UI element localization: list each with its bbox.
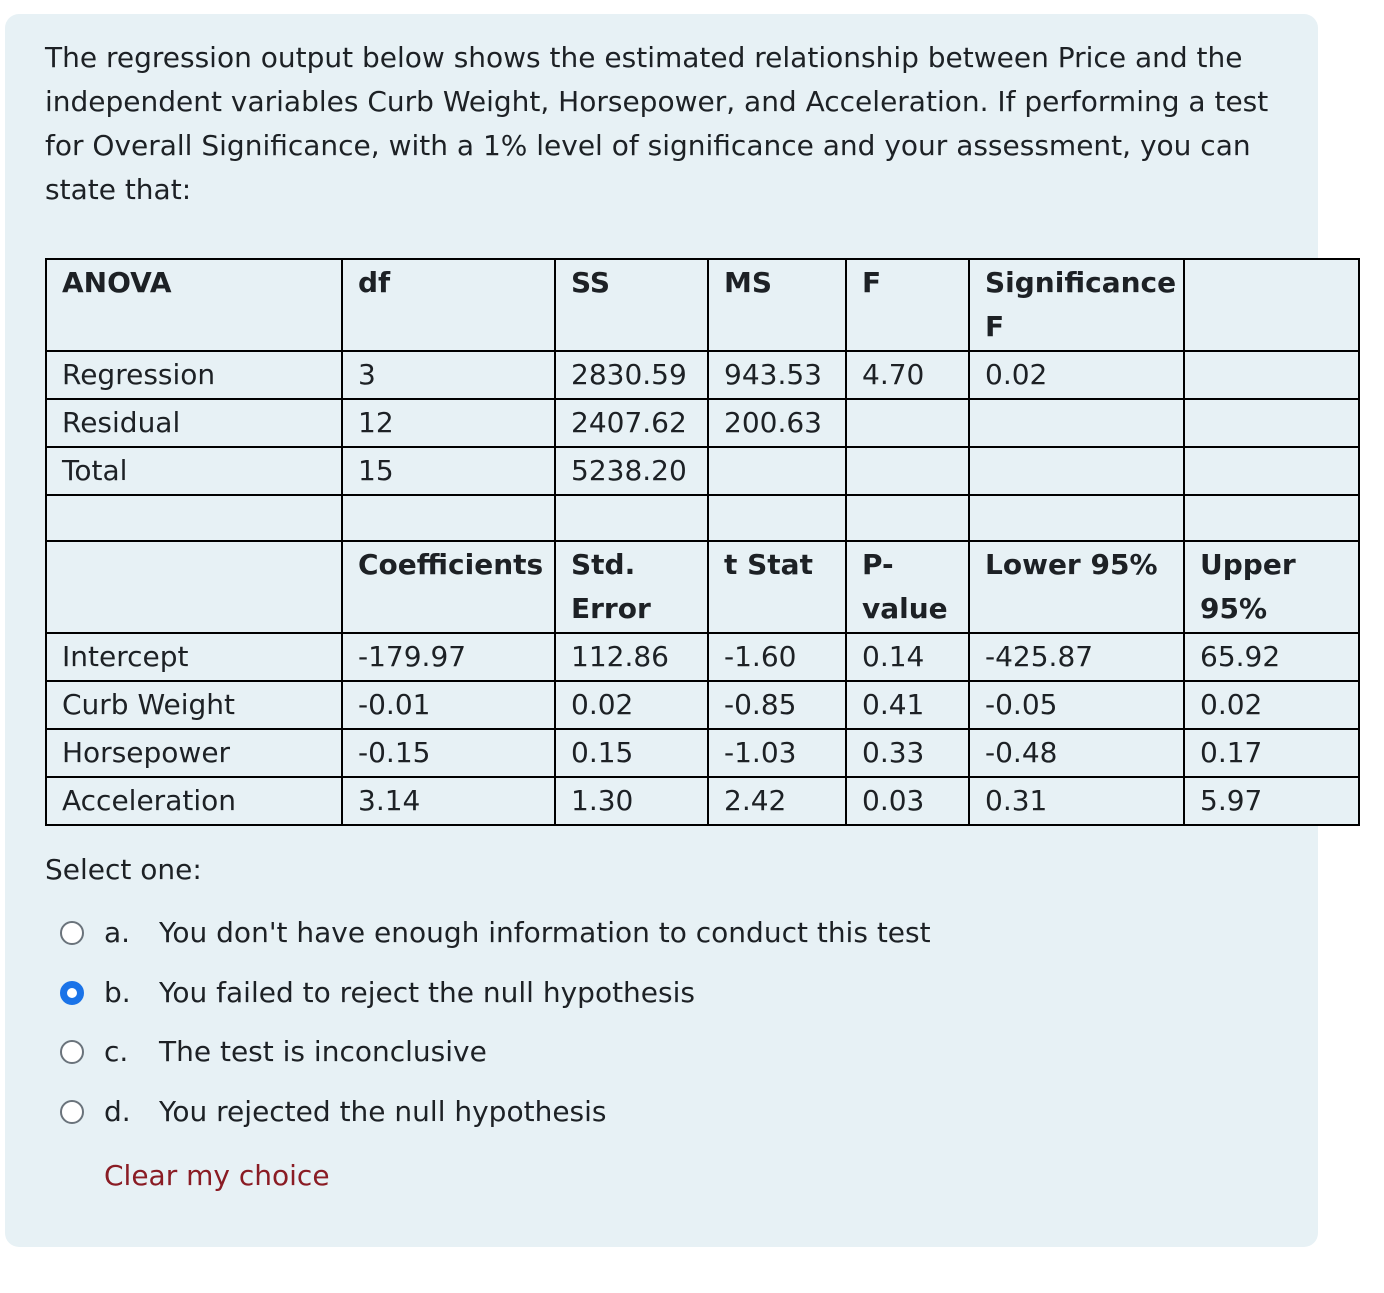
table-cell: -1.03 [708, 729, 846, 777]
table-cell: 0.41 [846, 681, 969, 729]
table-header-cell: ANOVA [46, 259, 342, 351]
table-row [46, 399, 1359, 447]
answer-option-b[interactable] [60, 969, 1160, 1029]
table-cell: 5.97 [1184, 777, 1359, 825]
table-header-cell: P-value [846, 541, 969, 633]
radio-button-a[interactable] [60, 921, 84, 945]
table-header-cell: F [846, 259, 969, 351]
answer-option-a[interactable] [60, 909, 1160, 969]
table-cell: 5238.20 [555, 447, 708, 495]
table-header-cell: Std. Error [555, 541, 708, 633]
table-cell [1184, 447, 1359, 495]
radio-button-c[interactable] [60, 1040, 84, 1064]
table-cell: 0.02 [969, 351, 1184, 399]
table-cell: 15 [342, 447, 555, 495]
table-row [46, 729, 1359, 777]
answer-label[interactable]: You don't have enough information to conduct this test [159, 916, 931, 949]
table-cell: Acceleration [46, 777, 342, 825]
table-cell [1184, 399, 1359, 447]
table-cell: -0.15 [342, 729, 555, 777]
answer-letter: c. [104, 1035, 129, 1068]
table-cell: 0.02 [1184, 681, 1359, 729]
answer-options [60, 909, 1160, 1147]
table-cell: 943.53 [708, 351, 846, 399]
question-text: The regression output below shows the estimated relationship between Price and the independent variables Curb Weight, Horsepower, and Acceleration. If performing a test for Overall Significance, with a 1% level of significance and your assessment, you can state that: [45, 41, 1269, 206]
table-row [46, 447, 1359, 495]
table-row [46, 351, 1359, 399]
answer-letter: a. [104, 916, 131, 949]
table-cell [846, 399, 969, 447]
select-one-label: Select one: [45, 853, 202, 886]
table-cell: Intercept [46, 633, 342, 681]
table-header-cell: Significance F [969, 259, 1184, 351]
table-cell: -0.01 [342, 681, 555, 729]
anova-header-row [46, 259, 1359, 351]
table-cell: -425.87 [969, 633, 1184, 681]
coefficients-header-row [46, 541, 1359, 633]
table-cell: Total [46, 447, 342, 495]
table-cell: 200.63 [708, 399, 846, 447]
table-header-cell: df [342, 259, 555, 351]
table-cell: 2.42 [708, 777, 846, 825]
table-row [46, 681, 1359, 729]
table-header-cell: Upper 95% [1184, 541, 1359, 633]
table-cell [969, 447, 1184, 495]
table-cell: 4.70 [846, 351, 969, 399]
table-cell: 3 [342, 351, 555, 399]
table-cell [708, 447, 846, 495]
table-cell: 2407.62 [555, 399, 708, 447]
table-cell: -1.60 [708, 633, 846, 681]
table-cell: 0.31 [969, 777, 1184, 825]
table-cell: Curb Weight [46, 681, 342, 729]
table-cell: 12 [342, 399, 555, 447]
table-cell: 1.30 [555, 777, 708, 825]
table-header-cell [1184, 259, 1359, 351]
table-cell [969, 399, 1184, 447]
table-cell: 0.17 [1184, 729, 1359, 777]
table-header-cell: Lower 95% [969, 541, 1184, 633]
clear-choice-link[interactable]: Clear my choice [104, 1159, 330, 1192]
table-header-cell: MS [708, 259, 846, 351]
answer-label[interactable]: You failed to reject the null hypothesis [159, 975, 695, 1009]
table-cell: Residual [46, 399, 342, 447]
table-cell [1184, 351, 1359, 399]
table-header-cell: t Stat [708, 541, 846, 633]
answer-label[interactable]: The test is inconclusive [159, 1035, 487, 1068]
table-row [46, 777, 1359, 825]
table-cell: Horsepower [46, 729, 342, 777]
answer-option-d[interactable] [60, 1088, 1160, 1148]
table-cell: 0.02 [555, 681, 708, 729]
table-cell: -0.85 [708, 681, 846, 729]
table-cell: -179.97 [342, 633, 555, 681]
answer-option-c[interactable] [60, 1028, 1160, 1088]
radio-button-d[interactable] [60, 1100, 84, 1124]
radio-button-b[interactable] [60, 981, 84, 1005]
table-cell: 2830.59 [555, 351, 708, 399]
table-cell: 0.15 [555, 729, 708, 777]
table-cell: Regression [46, 351, 342, 399]
table-cell: 65.92 [1184, 633, 1359, 681]
table-header-cell [46, 541, 342, 633]
table-cell: 3.14 [342, 777, 555, 825]
table-cell: 112.86 [555, 633, 708, 681]
table-row [46, 633, 1359, 681]
table-cell [846, 447, 969, 495]
table-cell: -0.05 [969, 681, 1184, 729]
answer-letter: b. [104, 975, 131, 1009]
table-cell: 0.33 [846, 729, 969, 777]
answer-label[interactable]: You rejected the null hypothesis [159, 1094, 607, 1128]
regression-output-table [45, 258, 1360, 826]
table-cell: -0.48 [969, 729, 1184, 777]
table-cell: 0.03 [846, 777, 969, 825]
answer-letter: d. [104, 1094, 131, 1128]
table-spacer-row [46, 495, 1359, 541]
table-cell: 0.14 [846, 633, 969, 681]
table-header-cell: Coefficients [342, 541, 555, 633]
table-header-cell: SS [555, 259, 708, 351]
